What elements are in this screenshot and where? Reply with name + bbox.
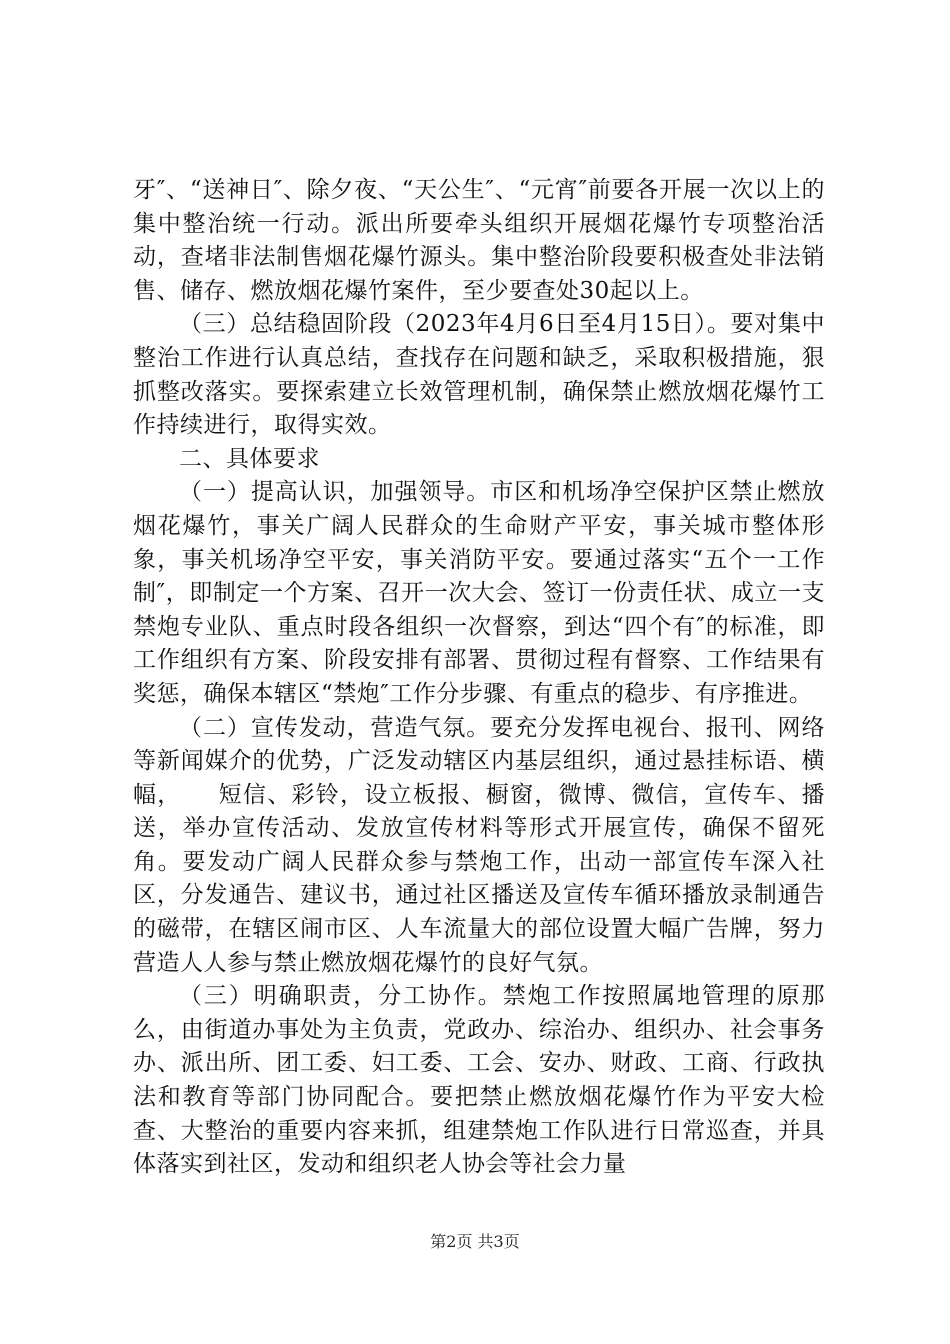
paragraph-publicity: （二）宣传发动，营造气氛。要充分发挥电视台、报刊、网络等新闻媒介的优势，广泛发动辖区内基层组织，通过悬挂标语、横幅， 短信、彩铃，设立板报、橱窗，微博、微信，宣传车、播送，举办宣传活动、发放宣传材料等形式开展宣传，确保不留死角。要发动广阔人民群众参与禁炮工作，出动一部宣传车深入社区，分发通告、建议书，通过社区播送及宣传车循环播放录制通告的磁带，在辖区闹市区、人车流量大的部位设置大幅广告牌，努力营造人人参与禁止燃放烟花爆竹的良好气氛。	[133, 714, 825, 976]
paragraph-continuation: 牙″、“送神日″、除夕夜、“天公生″、“元宵″前要各开展一次以上的集中整治统一行动。派出所要牵头组织开展烟花爆竹专项整治活动，查堵非法制售烟花爆竹源头。集中整治阶段要积极查处非法销售、储存、燃放烟花爆竹案件，至少要查处30起以上。	[133, 177, 825, 304]
page-footer: 第2页 共3页	[430, 1232, 520, 1251]
paragraph-consolidation-phase: （三）总结稳固阶段（2023年4月6日至4月15日）。要对集中整治工作进行认真总结，查找存在问题和缺乏，采取积极措施，狠抓整改落实。要探索建立长效管理机制，确保禁止燃放烟花爆竹工作持续进行，取得实效。	[133, 311, 825, 439]
document-body	[133, 174, 825, 1182]
paragraph-leadership: （一）提高认识，加强领导。市区和机场净空保护区禁止燃放烟花爆竹，事关广阔人民群众的生命财产平安，事关城市整体形象，事关机场净空平安，事关消防平安。要通过落实“五个一工作制″，即制定一个方案、召开一次大会、签订一份责任状、成立一支禁炮专业队、重点时段各组织一次督察，到达“四个有″的标准，即工作组织有方案、阶段安排有部署、贯彻过程有督察、工作结果有奖惩，确保本辖区“禁炮″工作分步骤、有重点的稳步、有序推进。	[133, 479, 825, 707]
paragraph-responsibilities: （三）明确职责，分工协作。禁炮工作按照属地管理的原那么，由街道办事处为主负责，党政办、综治办、组织办、社会事务办、派出所、团工委、妇工委、工会、安办、财政、工商、行政执法和教育等部门协同配合。要把禁止燃放烟花爆竹作为平安大检查、大整治的重要内容来抓，组建禁炮工作队进行日常巡查，并具体落实到社区，发动和组织老人协会等社会力量	[133, 983, 825, 1178]
section-heading-requirements: 二、具体要求	[179, 445, 320, 472]
